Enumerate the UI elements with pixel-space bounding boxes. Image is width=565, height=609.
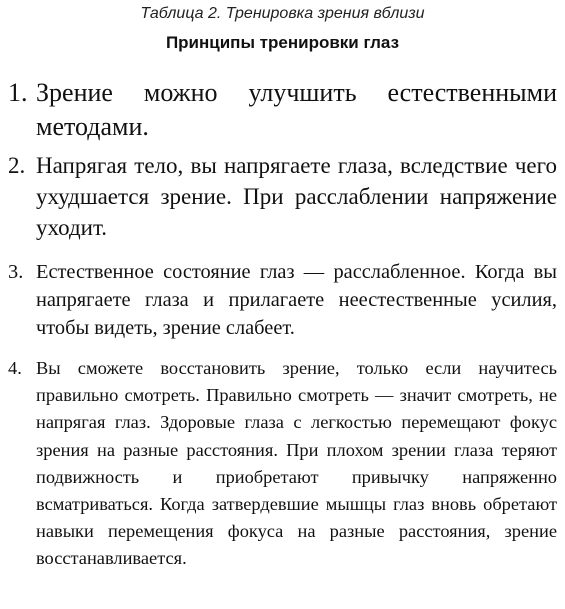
list-item-text: Вы сможете восстановить зрение, только если научитесь правильно смотреть. Правильно смотреть — значит смотреть, не напрягая глаз. Здоровые глаза с легкостью перемещают фокус зрения на разные расстояния. При плохом зрении глаза теряют подвижность и приобретают привычку напряженно всматриваться. Когда затвердевшие мышцы глаз вновь обретают навыки перемещения фокуса на разные расстояния, зрение восстанавливается. [36, 358, 557, 569]
list-item-4 [8, 355, 557, 573]
list-item-text: Зрение можно улучшить естественными методами. [36, 78, 557, 141]
list-item-number: 4. [8, 358, 22, 378]
list-item-1 [8, 76, 557, 144]
list-item-text: Естественное состояние глаз — расслабленное. Когда вы напрягаете глаза и прилагаете неестественные усилия, чтобы видеть, зрение слабеет. [36, 261, 557, 339]
table-caption: Таблица 2. Тренировка зрения вблизи [140, 5, 425, 22]
list-item-number: 3. [8, 261, 24, 283]
list-item-text: Напрягая тело, вы напрягаете глаза, вследствие чего ухудшается зрение. При расслаблении напряжение уходит. [36, 153, 557, 240]
page-title: Принципы тренировки глаз [165, 33, 400, 52]
list-item-number: 2. [8, 153, 26, 178]
list-item-3 [8, 258, 557, 342]
list-item-number: 1. [8, 78, 28, 107]
list-item-2 [8, 150, 557, 243]
